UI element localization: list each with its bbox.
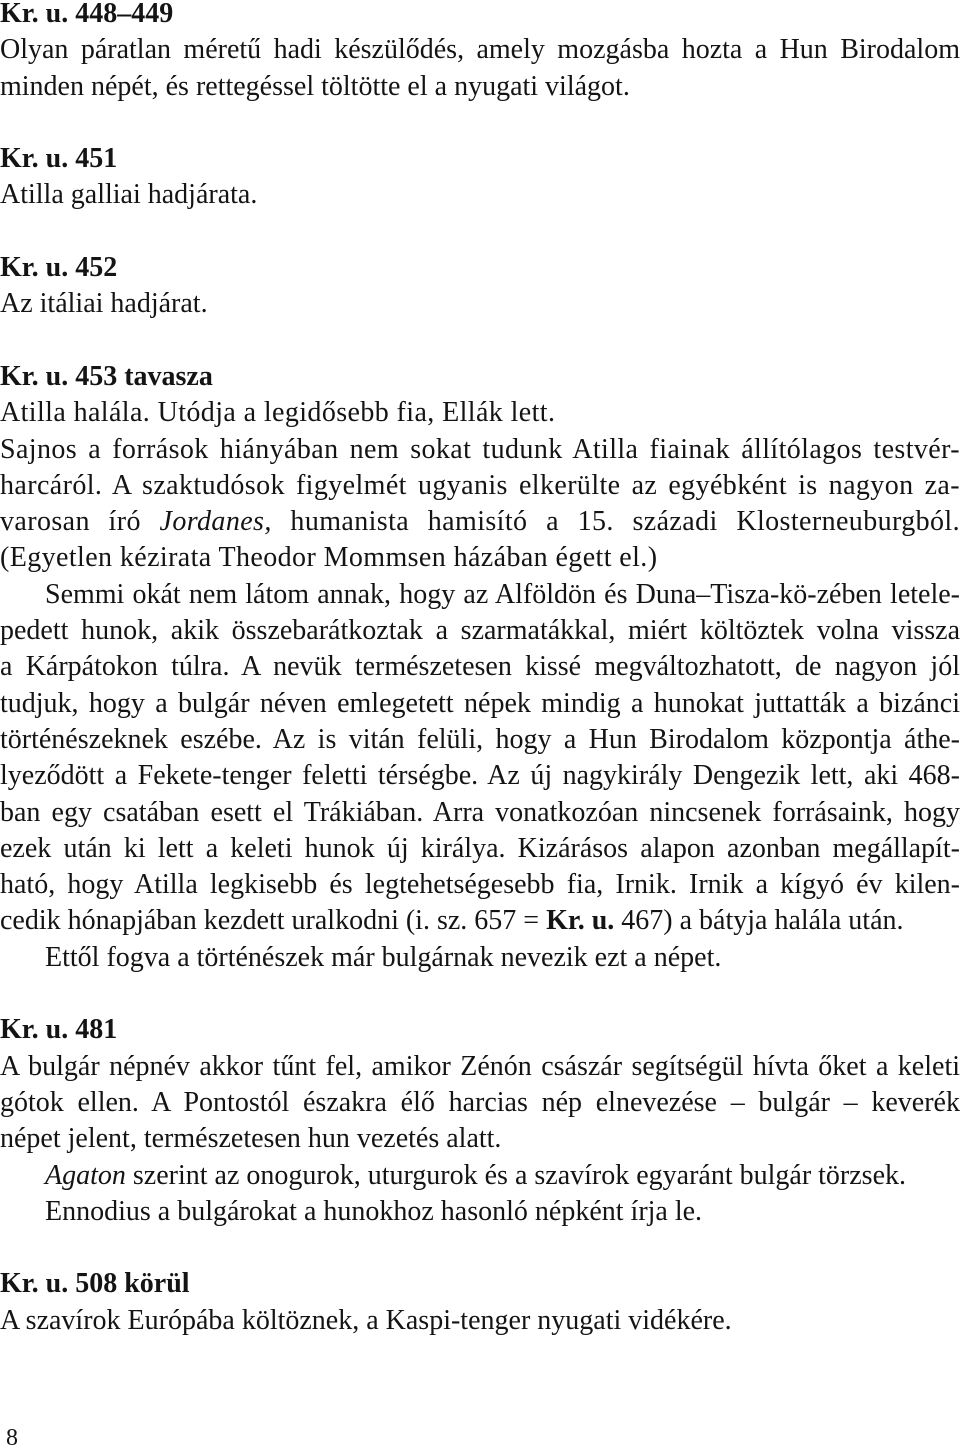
text-line: ható, hogy Atilla legkisebb és legtehetségesebb fia, Irnik. Irnik a kígyó év kilen- [0,869,960,901]
entry-date-heading: Kr. u. 451 [0,143,118,175]
text-line: minden népét, és rettegéssel töltötte el a nyugati világot. [0,70,630,102]
text-line: (Egyetlen kézirata Theodor Mommsen házában égett el.) [0,542,658,574]
text-line: ezek után ki lett a keleti hunok új királya. Kizárásos alapon azonban megállapít- [0,832,960,864]
text-line: Semmi okát nem látom annak, hogy az Alföldön és Duna–Tisza-kö-zében letele- [45,578,960,610]
entry-date-heading: Kr. u. 453 tavasza [0,360,213,392]
chronology-entry [0,1266,960,1339]
text-line [0,903,960,939]
text-line: lyeződött a Fekete-tenger feletti térségbe. Az új nagykirály Dengezik lett, aki 468- [0,760,960,792]
text-segment: cedik hónapjában kezdett uralkodni (i. sz. 657 = [0,905,547,937]
chronology-entry [0,359,960,976]
text-line [0,504,960,540]
text-segment: varosan író [0,506,160,538]
text-line: Ennodius a bulgárokat a hunokhoz hasonló népként írja le. [45,1195,703,1227]
text-line: népet jelent, természetesen hun vezetés alatt. [0,1123,502,1155]
text-line: A bulgár népnév akkor tűnt fel, amikor Zénón császár segítségül hívta őket a keleti [0,1050,960,1082]
text-line: történészeknek eszébe. Az is vitán felüli, hogy a Hun Birodalom központja áthe- [0,723,960,755]
entry-date-heading: Kr. u. 508 körül [0,1268,190,1300]
entry-date-heading: Kr. u. 481 [0,1014,118,1046]
text-line: tudjuk, hogy a bulgár néven emlegetett népek mindig a hunokat juttatták a bizánci [0,687,960,719]
chronology-entry [0,141,960,214]
text-line: Olyan páratlan méretű hadi készülődés, amely mozgásba hozta a Hun Birodalom [0,34,960,66]
text-segment: 467) a bátyja halála után. [614,905,904,937]
entry-date-heading: Kr. u. 448–449 [0,0,174,29]
text-line: pedett hunok, akik összebarátkoztak a szarmatákkal, miért költöztek volna vissza [0,615,960,647]
entry-date-heading: Kr. u. 452 [0,252,118,284]
chronology-entry [0,1012,960,1230]
page-number: 8 [6,1425,18,1451]
text-line: a Kárpátokon túlra. A nevük természetesen kissé megváltozhatott, de nagyon jól [0,651,960,683]
text-line: ban egy csatában esett el Trákiában. Arra vonatkozóan nincsenek forrásaink, hogy [0,796,960,828]
bold-date-abbreviation: Kr. u. [546,905,615,937]
text-line [0,1158,960,1194]
text-line: harcáról. A szaktudósok figyelmét ugyanis elkerülte az egyébként is nagyon za- [0,469,960,501]
text-line: Az itáliai hadjárat. [0,288,208,320]
text-line: gótok ellen. A Pontostól északra élő harcias nép elnevezése – bulgár – keverék [0,1086,960,1118]
chronology-entry [0,0,960,105]
text-line: Ettől fogva a történészek már bulgárnak nevezik ezt a népet. [45,941,722,973]
text-line: A szavírok Európába költöznek, a Kaspi-tenger nyugati vidékére. [0,1304,732,1336]
text-line: Atilla halála. Utódja a legidősebb fia, Ellák lett. [0,397,556,429]
chronology-entry [0,250,960,323]
text-line: Atilla galliai hadjárata. [0,179,258,211]
italic-author-name: Agaton [45,1159,126,1191]
italic-author-name: Jordanes, [159,506,272,538]
text-segment: szerint az onogurok, uturgurok és a szavírok egyaránt bulgár törzsek. [125,1159,907,1191]
text-line: Sajnos a források hiányában nem sokat tudunk Atilla fiainak állítólagos testvér- [0,433,960,465]
text-segment: humanista hamisító a 15. századi Klosterneuburgból. [271,506,960,538]
